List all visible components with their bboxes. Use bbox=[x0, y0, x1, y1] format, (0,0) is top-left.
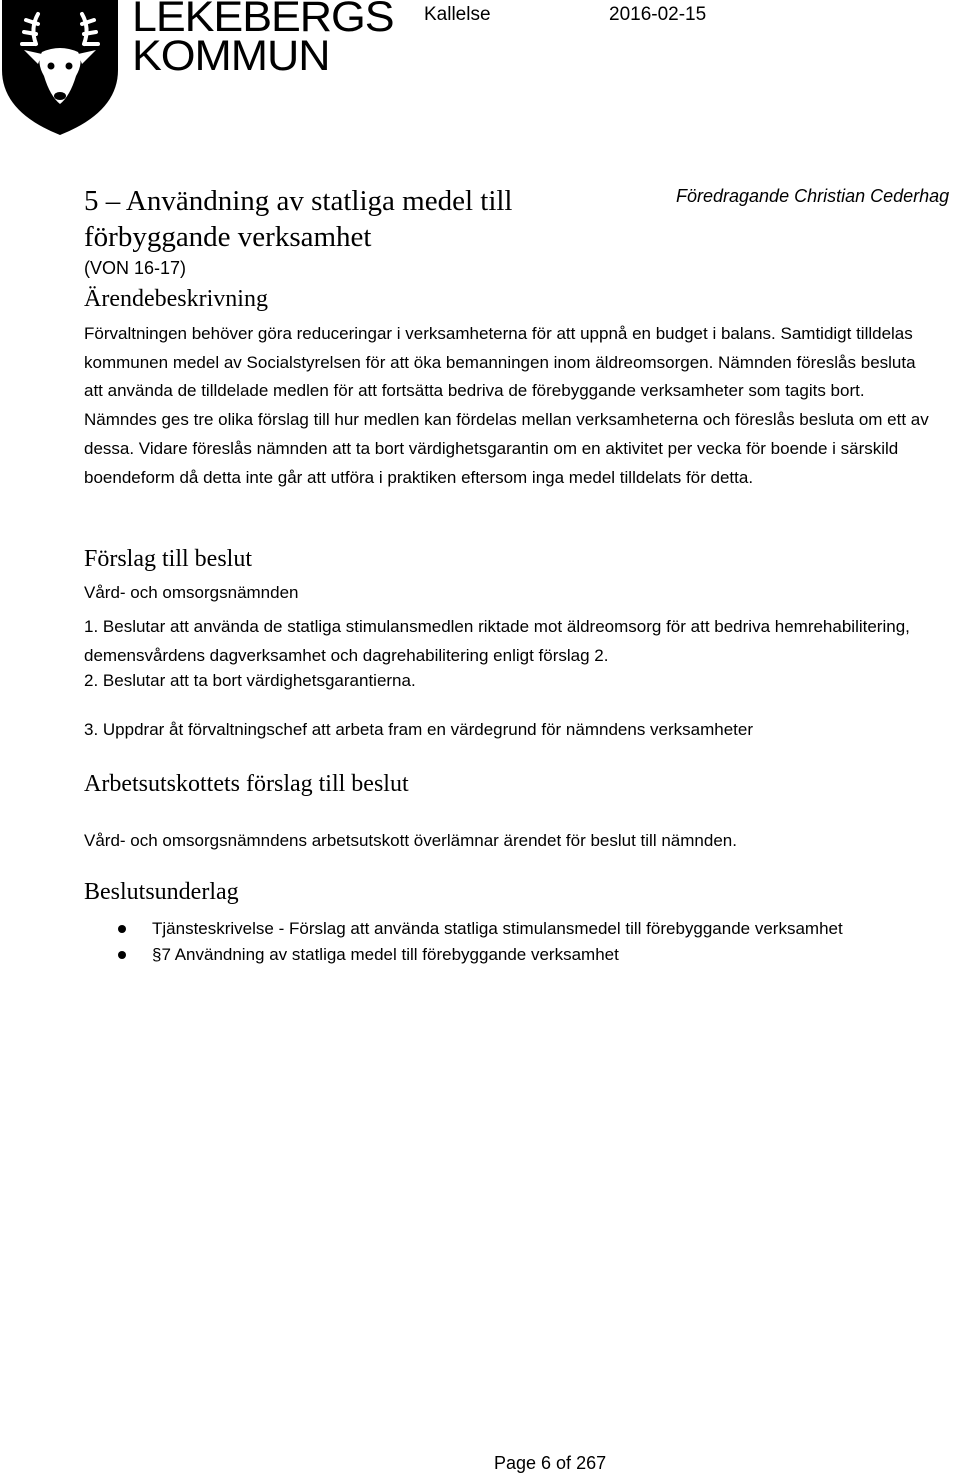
heading-forslag-till-beslut: Förslag till beslut bbox=[84, 546, 252, 572]
bullet-icon bbox=[118, 951, 126, 959]
header-date: 2016-02-15 bbox=[609, 4, 707, 25]
attachment-label: §7 Användning av statliga medel till förebyggande verksamhet bbox=[152, 945, 619, 964]
decision-item-2: 2. Beslutar att ta bort värdighetsgarantierna. bbox=[84, 671, 416, 690]
deer-head-shield-icon bbox=[0, 0, 125, 135]
logo-text-line2: KOMMUN bbox=[132, 32, 330, 80]
au-forslag-text: Vård- och omsorgsnämndens arbetsutskott överlämnar ärendet för beslut till nämnden. bbox=[84, 831, 737, 850]
page-number: Page 6 of 267 bbox=[494, 1453, 607, 1473]
decision-item-3: 3. Uppdrar åt förvaltningschef att arbeta fram en värdegrund för nämndens verksamheter bbox=[84, 720, 754, 739]
list-item bbox=[84, 918, 843, 944]
presenter: Föredragande Christian Cederhag bbox=[676, 186, 950, 206]
committee-name: Vård- och omsorgsnämnden bbox=[84, 583, 299, 602]
heading-arendebeskrivning: Ärendebeskrivning bbox=[84, 286, 268, 312]
bullet-icon bbox=[118, 925, 126, 933]
heading-beslutsunderlag: Beslutsunderlag bbox=[84, 879, 239, 905]
list-item bbox=[84, 944, 843, 970]
case-reference: (VON 16-17) bbox=[84, 258, 187, 278]
arendebeskrivning-text: Förvaltningen behöver göra reduceringar i verksamheterna för att uppnå en budget i balans. Samtidigt tilldelas kommunen medel av Socialstyrelsen för att öka bemanningen inom äldreomsorgen. Nämnden föreslås besluta att använda de tilldelade medlen för att fortsätta bedriva de förebyggande verksamheter som tagits bort. Nämndes ges tre olika förslag till hur medlen kan fördelas mellan verksamheterna och föreslås besluta om ett av dessa. Vidare föreslås nämnden att ta bort värdighetsgarantin om en aktivitet per vecka för boende i särskild boendeform då detta inte går att utföra i praktiken eftersom inga medel tilldelats för detta. bbox=[84, 324, 929, 487]
attachment-label: Tjänsteskrivelse - Förslag att använda statliga stimulansmedel till förebyggande verksamhet bbox=[152, 919, 843, 938]
municipality-logo bbox=[0, 0, 394, 135]
logo-text-line1: LEKEBERGS bbox=[132, 0, 394, 41]
heading-au-forslag: Arbetsutskottets förslag till beslut bbox=[84, 771, 409, 797]
header-doc-type: Kallelse bbox=[424, 4, 491, 25]
beslutsunderlag-list bbox=[84, 918, 843, 970]
decision-item-1: 1. Beslutar att använda de statliga stimulansmedlen riktade mot äldreomsorg för att bedriva hemrehabilitering, demensvårdens dagverksamhet och dagrehabilitering enligt förslag 2. bbox=[84, 617, 910, 665]
agenda-item-title: 5 – Användning av statliga medel till förbyggande verksamhet bbox=[84, 185, 513, 253]
